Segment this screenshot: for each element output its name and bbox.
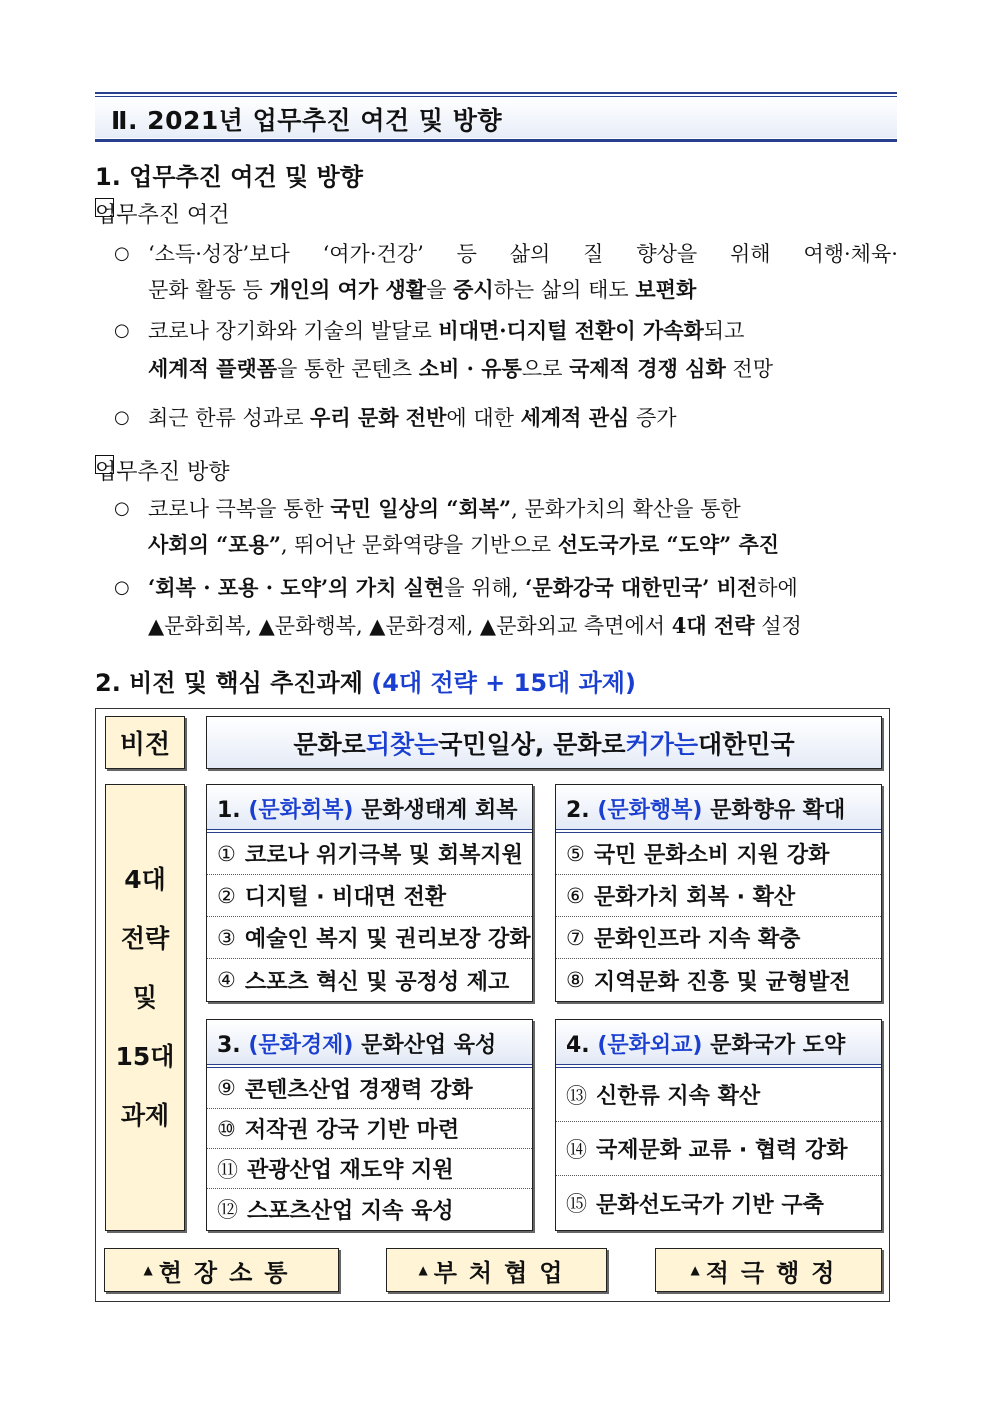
circle-bullet-icon: ○ [114, 498, 130, 519]
circle-bullet-icon: ○ [114, 407, 130, 428]
dir-b2-line1: ‘회복 · 포용 · 도약’의 가치 실현을 위해, ‘문화강국 대한민국’ 비전하에 [148, 575, 798, 600]
cond-b1-line2: 문화 활동 등 개인의 여가 생활을 중시하는 삶의 태도 보편화 [148, 277, 697, 302]
strategy-2-header: 2. (문화행복) 문화향유 확대 [556, 785, 881, 833]
task-item: ⑬ 신한류 지속 확산 [556, 1068, 881, 1122]
task-item: ⑩ 저작권 강국 기반 마련 [207, 1109, 532, 1149]
task-item: ③ 예술인 복지 및 권리보장 강화 [207, 917, 532, 959]
strategy-panel-4 [555, 1019, 882, 1231]
strategy-panel-3 [206, 1019, 533, 1231]
task-item: ② 디지털 · 비대면 전환 [207, 875, 532, 917]
dir-b1-line2: 사회의 “포용”, 뛰어난 문화역량을 기반으로 선도국가로 “도약” 추진 [148, 532, 780, 557]
circle-bullet-icon: ○ [114, 577, 130, 598]
square-bullet-icon [95, 198, 114, 217]
strategy-4-header: 4. (문화외교) 문화국가 도약 [556, 1020, 881, 1068]
task-item: ⑮ 문화선도국가 기반 구축 [566, 1192, 824, 1218]
section-header [95, 92, 897, 142]
cond-b3-line: 최근 한류 성과로 우리 문화 전반에 대한 세계적 관심 증가 [148, 405, 677, 430]
circle-bullet-icon: ○ [114, 243, 130, 264]
task-item: ① 코로나 위기극복 및 회복지원 [207, 833, 532, 875]
triangle-icon: ▲ [143, 1263, 153, 1277]
strategy-panel-1 [206, 784, 533, 1002]
direction-heading: 업무추진 방향 [95, 455, 230, 486]
vision-label: 비전 [105, 716, 185, 769]
subsection-1-title: 1. 업무추진 여건 및 방향 [95, 163, 363, 191]
task-item: ⑥ 문화가치 회복 · 확산 [556, 875, 881, 917]
principle-field-communication: ▲ 현장소통 [104, 1248, 339, 1292]
strategy-3-header: 3. (문화경제) 문화산업 육성 [207, 1020, 532, 1068]
task-item: ⑧ 지역문화 진흥 및 균형발전 [566, 968, 851, 995]
principle-ministry-cooperation: ▲ 부처협업 [386, 1248, 607, 1292]
task-item: ④ 스포츠 혁신 및 공정성 제고 [217, 968, 510, 995]
task-item: ⑨ 콘텐츠산업 경쟁력 강화 [207, 1068, 532, 1109]
task-item: ⑫ 스포츠산업 지속 육성 [217, 1198, 454, 1224]
dir-b1-line1: 코로나 극복을 통한 국민 일상의 “회복”, 문화가치의 확산을 통한 [148, 496, 741, 521]
task-item: ⑦ 문화인프라 지속 확충 [556, 917, 881, 959]
vision-statement: 문화로 되찾는 국민일상, 문화로 커가는 대한민국 [206, 716, 882, 769]
cond-b1-line1: ‘소득·성장’보다 ‘여가·건강’ 등 삶의 질 향상을 위해 여행·체육· [148, 242, 898, 266]
triangle-icon: ▲ [418, 1263, 428, 1277]
strategy-1-header: 1. (문화회복) 문화생태계 회복 [207, 785, 532, 833]
vision-diagram [95, 708, 890, 1302]
subsection-2-title: 2. 비전 및 핵심 추진과제 (4대 전략 + 15대 과제) [95, 669, 636, 697]
circle-bullet-icon: ○ [114, 320, 130, 341]
task-item: ⑤ 국민 문화소비 지원 강화 [556, 833, 881, 875]
section-title: Ⅱ. 2021년 업무추진 여건 및 방향 [111, 106, 503, 135]
square-bullet-icon [95, 455, 114, 474]
strategy-panel-2 [555, 784, 882, 1002]
strategy-label: 4대 전략 및 15대 과제 [105, 784, 185, 1231]
triangle-icon: ▲ [690, 1263, 700, 1277]
dir-b2-line2: ▲문화회복, ▲문화행복, ▲문화경제, ▲문화외교 측면에서 4대 전략 설정 [148, 613, 802, 638]
task-item: ⑭ 국제문화 교류 · 협력 강화 [556, 1122, 881, 1176]
cond-b2-line1: 코로나 장기화와 기술의 발달로 비대면·디지털 전환이 가속화되고 [148, 318, 745, 343]
cond-b2-line2: 세계적 플랫폼을 통한 콘텐츠 소비 · 유통으로 국제적 경쟁 심화 전망 [148, 356, 773, 381]
conditions-heading: 업무추진 여건 [95, 198, 230, 229]
task-item: ⑪ 관광산업 재도약 지원 [207, 1149, 532, 1189]
principle-proactive-admin: ▲ 적극행정 [655, 1248, 882, 1292]
